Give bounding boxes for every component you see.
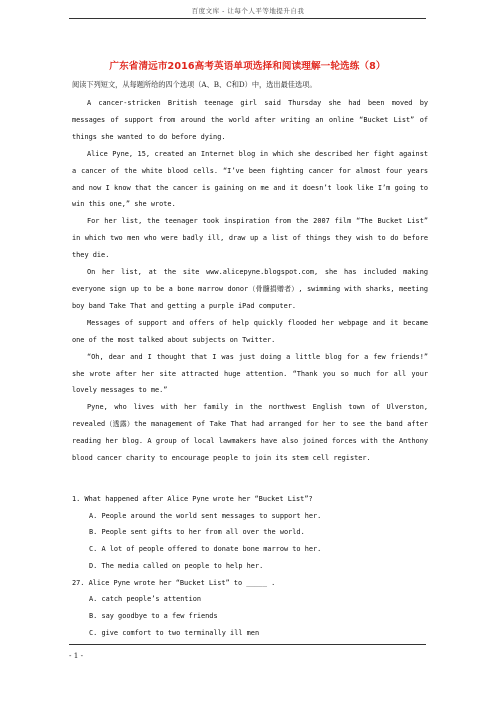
question-27 <box>72 575 428 642</box>
passage-paragraph-1: A cancer-stricken British teenage girl said Thursday she had been moved by messages of support from around the world after writing an online “Bucket List” of things she wanted to do before dying. <box>72 99 428 141</box>
footer-divider <box>69 644 426 645</box>
header-divider <box>69 18 426 19</box>
page-number: - 1 - <box>69 651 83 660</box>
answer-option-b: B. say goodbye to a few friends <box>89 611 218 620</box>
answer-option-b: B. People sent gifts to her from all over the world. <box>89 528 305 537</box>
passage-paragraph-3: For her list, the teenager took inspiration from the 2007 film “The Bucket List” in which two men who were badly ill, draw up a list of things they wish to do before they die. <box>72 217 428 260</box>
passage-paragraph-5: Messages of support and offers of help quickly flooded her webpage and it became one of the most talked about subjects on Twitter. <box>72 318 428 344</box>
passage-paragraph-7: Pyne, who lives with her family in the northwest English town of Ulverston, revealed（透露）the management of Take That had arranged for her to see the band after reading her blog. A group of local lawmakers have also joined forces with the Anthony blood cancer charity to encourage people to join its stem cell register. <box>72 403 428 463</box>
answer-option-a: A. catch people’s attention <box>89 595 202 604</box>
passage-paragraph-6: “Oh, dear and I thought that I was just doing a little blog for a few friends!” she wrote after her site attracted huge attention. “Thank you so much for all your lovely messages to me.” <box>72 352 428 395</box>
question-stem: 1. What happened after Alice Pyne wrote her “Bucket List”? <box>72 495 313 503</box>
page-header: 百度文库 - 让每个人平等地提升自我 <box>191 7 305 15</box>
question-stem: 27. Alice Pyne wrote her “Bucket List” to _____ . <box>72 578 276 587</box>
instruction-text: 阅读下列短文，从每题所给的四个选项（A、B、C和D）中，选出最佳选项。 <box>72 80 317 89</box>
answer-option-c: C. give comfort to two terminally ill men <box>89 628 260 637</box>
question-1 <box>72 491 428 575</box>
answer-option-a: A. People around the world sent messages to support her. <box>89 511 322 520</box>
reading-passage <box>72 95 428 467</box>
document-title: 广东省清远市2016高考英语单项选择和阅读理解一轮选练（8） <box>109 61 386 72</box>
passage-paragraph-2: Alice Pyne, 15, created an Internet blog in which she described her fight against a cancer of the white blood cells. “I’ve been fighting cancer for almost four years and now I know that the cancer is gaining on me and it doesn’t look like I’m going to win this one,” she wrote. <box>72 149 428 209</box>
passage-paragraph-4: On her list, at the site www.alicepyne.blogspot.com, she has included making everyone sign up to be a bone marrow donor（骨髓捐赠者）, swimming with sharks, meeting boy band Take That and getting a purple iPad computer. <box>72 268 428 310</box>
answer-option-d: D. The media called on people to help her. <box>89 561 264 570</box>
answer-option-c: C. A lot of people offered to donate bone marrow to her. <box>89 545 322 554</box>
question-list <box>72 491 428 641</box>
